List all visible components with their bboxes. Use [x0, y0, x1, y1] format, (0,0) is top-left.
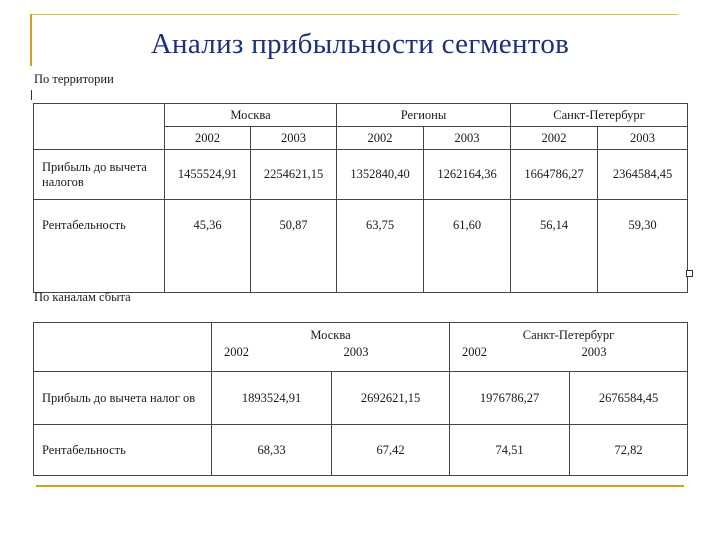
corner-cell: [34, 104, 165, 127]
corner-cell: [34, 323, 212, 344]
year-header: 2002: [337, 127, 424, 150]
value-cell: 74,51: [450, 425, 570, 476]
year-header: 2002: [212, 343, 332, 372]
table-row: [34, 200, 688, 293]
value-cell: 2676584,45: [570, 372, 688, 425]
value-cell: 2364584,45: [598, 150, 688, 200]
year-header: 2002: [165, 127, 251, 150]
value-cell: 1352840,40: [337, 150, 424, 200]
table-row: [34, 150, 688, 200]
section-label-territory: По территории: [34, 72, 114, 86]
group-header-moscow: Москва: [212, 323, 450, 344]
group-header-spb: Санкт-Петербург: [450, 323, 688, 344]
territory-table: [33, 103, 688, 293]
table-row: [34, 104, 688, 127]
row-label-profit: Прибыль до вычета налог ов: [34, 372, 212, 425]
tick-mark: [31, 90, 32, 100]
table-row: [34, 343, 688, 372]
selection-handle: [686, 270, 693, 277]
table-row: [34, 425, 688, 476]
year-header: 2003: [424, 127, 511, 150]
value-cell: 2692621,15: [332, 372, 450, 425]
table-row: [34, 323, 688, 344]
year-header: 2003: [570, 343, 688, 372]
page-title: Анализ прибыльности сегментов: [150, 28, 570, 60]
value-cell: 1262164,36: [424, 150, 511, 200]
top-rule: [30, 14, 678, 15]
row-label-profit: Прибыль до вычета налогов: [34, 150, 165, 200]
value-cell: 1664786,27: [511, 150, 598, 200]
year-header: 2002: [511, 127, 598, 150]
value-cell: 59,30: [598, 200, 688, 293]
year-header: 2003: [332, 343, 450, 372]
table-row: [34, 127, 688, 150]
channels-table: [33, 322, 688, 476]
group-header-moscow: Москва: [165, 104, 337, 127]
value-cell: 2254621,15: [251, 150, 337, 200]
corner-cell: [34, 127, 165, 150]
value-cell: 45,36: [165, 200, 251, 293]
year-header: 2003: [598, 127, 688, 150]
section-label-channels: По каналам сбыта: [34, 290, 131, 304]
year-header: 2002: [450, 343, 570, 372]
value-cell: 1893524,91: [212, 372, 332, 425]
value-cell: 1976786,27: [450, 372, 570, 425]
row-label-profitability: Рентабельность: [34, 200, 165, 293]
year-header: 2003: [251, 127, 337, 150]
value-cell: 63,75: [337, 200, 424, 293]
table-row: [34, 372, 688, 425]
group-header-spb: Санкт-Петербург: [511, 104, 688, 127]
value-cell: 1455524,91: [165, 150, 251, 200]
value-cell: 56,14: [511, 200, 598, 293]
bottom-rule: [36, 485, 684, 487]
corner-cell: [34, 343, 212, 372]
row-label-profitability: Рентабельность: [34, 425, 212, 476]
value-cell: 72,82: [570, 425, 688, 476]
value-cell: 67,42: [332, 425, 450, 476]
value-cell: 50,87: [251, 200, 337, 293]
value-cell: 68,33: [212, 425, 332, 476]
value-cell: 61,60: [424, 200, 511, 293]
group-header-regions: Регионы: [337, 104, 511, 127]
